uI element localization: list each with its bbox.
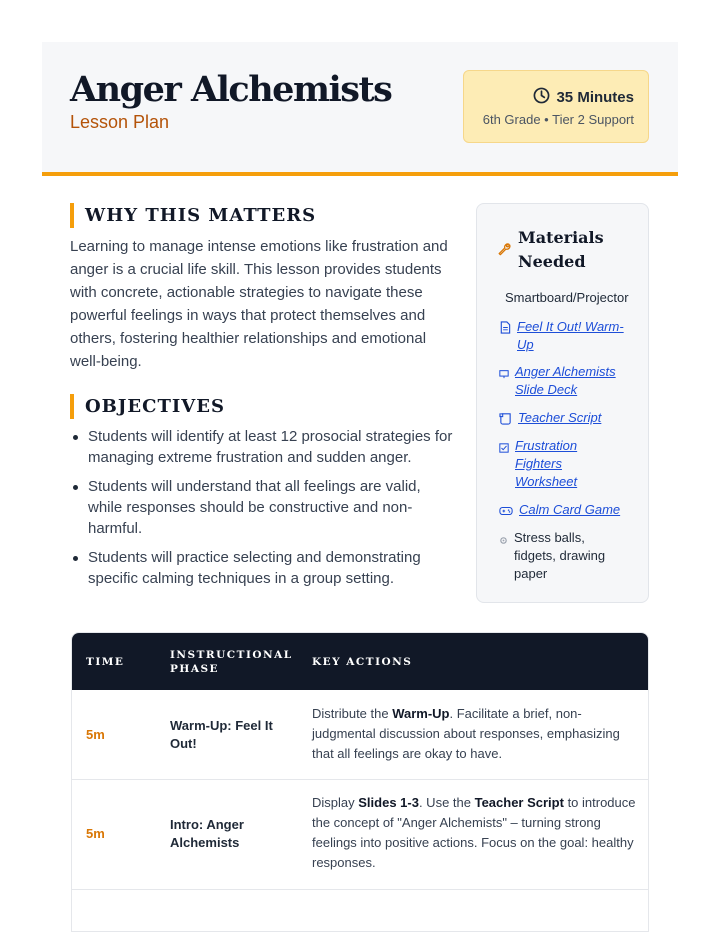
materials-panel	[476, 203, 649, 603]
objective-item: Students will practice selecting and demonstrating specific calming techniques in a group setting.	[70, 547, 455, 589]
row-actions: Display Slides 1-3. Use the Teacher Script to introduce the concept of "Anger Alchemists" – turning strong feelings into positive actions. Focus on the goal: healthy responses.	[312, 795, 636, 870]
row-time: 5m	[86, 826, 105, 841]
clock-icon	[533, 87, 550, 108]
material-worksheet[interactable]	[499, 437, 595, 491]
lesson-meta-box	[463, 70, 649, 143]
page-subtitle: Lesson Plan	[70, 112, 170, 132]
material-stress-balls	[499, 529, 624, 583]
material-link[interactable]: Teacher Script	[518, 410, 602, 425]
table-header	[72, 633, 648, 690]
material-link[interactable]: Calm Card Game	[519, 502, 621, 517]
column-header-phase: INSTRUCTIONAL PHASE	[170, 649, 293, 675]
material-projector: Smartboard/Projector	[505, 290, 629, 305]
material-card-game[interactable]	[499, 501, 629, 522]
why-body: Learning to manage intense emotions like frustration and anger is a crucial life skill. This lesson provides students with concrete, actionable strategies to navigate these powerful feelings in ways that protect themselves and others, fostering healthier relationships and emotional well-being.	[70, 238, 448, 370]
objectives-list	[70, 426, 455, 597]
row-actions: Distribute the Warm-Up. Facilitate a brief, non-judgmental discussion about responses, emphasizing that all feelings are okay to have.	[312, 706, 620, 761]
table-row	[72, 780, 648, 890]
checklist-icon	[499, 440, 509, 458]
grade-label: 6th Grade • Tier 2 Support	[482, 112, 634, 127]
material-link[interactable]: Frustration Fighters Worksheet	[515, 438, 578, 489]
material-teacher-script[interactable]	[499, 409, 633, 430]
page-title: Anger Alchemists	[70, 69, 392, 110]
material-slide-deck[interactable]	[499, 363, 630, 399]
lesson-schedule-table	[71, 632, 649, 932]
column-header-actions: KEY ACTIONS	[312, 656, 413, 668]
column-header-time: TIME	[86, 656, 125, 668]
material-text: Stress balls, fidgets, drawing paper	[514, 530, 606, 581]
material-link[interactable]: Anger Alchemists Slide Deck	[515, 364, 616, 397]
gamepad-icon	[499, 504, 513, 522]
row-phase: Warm-Up: Feel It Out!	[170, 718, 273, 751]
objective-item: Students will understand that all feelings are valid, while responses should be constructive and non-harmful.	[70, 476, 455, 539]
presentation-icon	[499, 366, 509, 384]
table-row	[72, 690, 648, 780]
material-link[interactable]: Feel It Out! Warm-Up	[517, 319, 624, 352]
duration-label: 35 Minutes	[556, 89, 634, 106]
objective-item: Students will identify at least 12 prosocial strategies for managing extreme frustration and sudden anger.	[70, 426, 455, 468]
duration	[533, 87, 634, 108]
objectives-heading: OBJECTIVES	[70, 394, 225, 419]
row-phase: Intro: Anger Alchemists	[170, 817, 244, 850]
materials-title: Materials Needed	[518, 228, 604, 271]
document-icon	[499, 321, 511, 339]
why-heading: WHY THIS MATTERS	[70, 203, 316, 228]
material-warmup[interactable]	[499, 318, 629, 354]
scroll-icon	[499, 412, 512, 430]
row-time: 5m	[86, 727, 105, 742]
lesson-header	[42, 42, 678, 176]
wrench-icon	[497, 242, 511, 261]
gear-icon	[499, 532, 508, 550]
